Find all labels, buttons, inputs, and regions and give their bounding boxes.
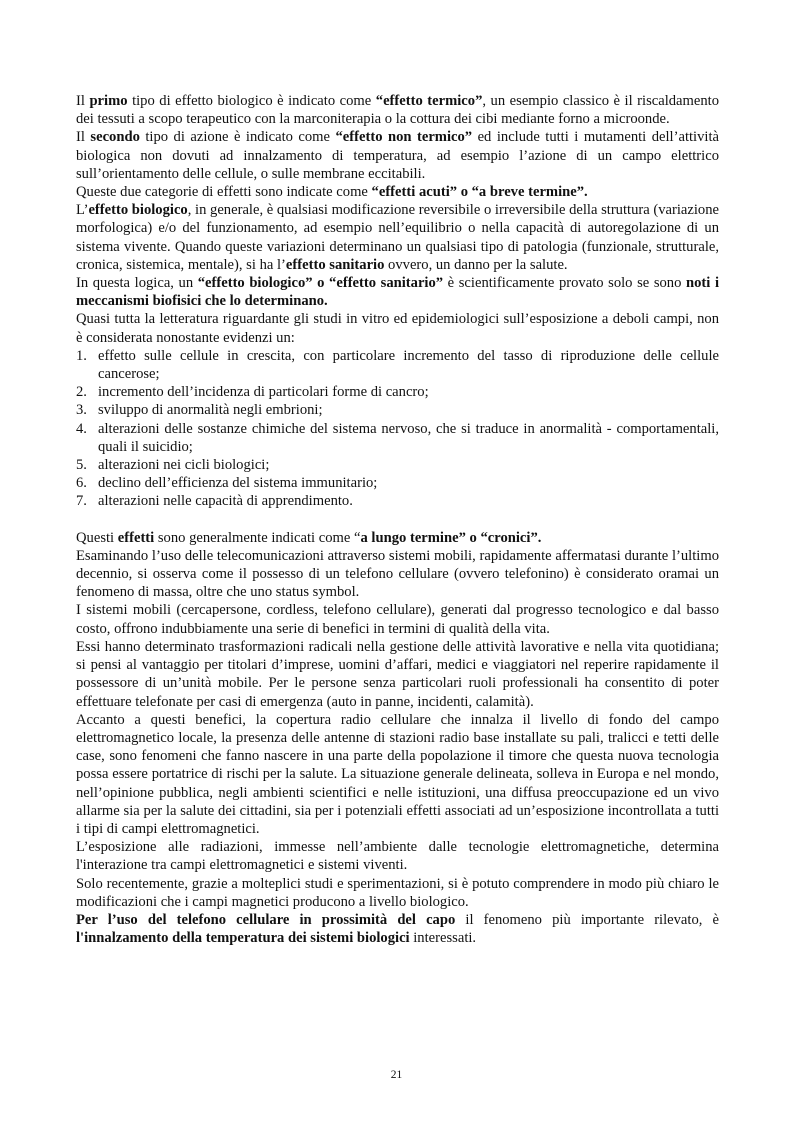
list-item-text: alterazioni nelle capacità di apprendimento. (98, 493, 353, 510)
paragraph (76, 128, 719, 183)
bold-text: effetto biologico (88, 202, 188, 219)
text-run: L’esposizione alle radiazioni, immesse nell’ambiente dalle tecnologie elettromagnetiche, determina l'interazione tra campi elettromagnetici e sistemi viventi. (76, 839, 719, 874)
list-item-text: declino dell’efficienza del sistema immunitario; (98, 475, 378, 492)
bold-text: “effetto termico” (375, 93, 483, 109)
list-item (76, 420, 719, 456)
text-run: Queste due categorie di effetti sono indicate come (76, 184, 372, 201)
bold-text: “effetto non termico” (335, 129, 473, 146)
text-run: Esaminando l’uso delle telecomunicazioni attraverso sistemi mobili, rapidamente affermatasi durante l’ultimo decennio, si osserva come il possesso di un telefono cellulare (ovvero telefonino) è considerato oramai un fenomeno di massa, oltre che uno status symbol. (76, 547, 719, 601)
paragraph (76, 638, 719, 711)
list-item-number: 1. (76, 347, 87, 364)
paragraph (76, 711, 719, 838)
text-run: Il (76, 129, 91, 146)
paragraph (76, 274, 719, 310)
paragraph (76, 201, 719, 274)
text-run: Accanto a questi benefici, la copertura radio cellulare che innalza il livello di fondo del campo elettromagnetico locale, la presenza delle antenne di stazioni radio base installate su pali, tralicci e tetti delle case, sono fenomeni che fanno nascere in una parte della popolazione il timore che questa nuova tecnologia possa essere portatrice di rischi per la salute. La situazione generale delineata, solleva in Europa e nel mondo, nell’opinione pubblica, negli ambienti scientifici e nelle istituzioni, una diffusa preoccupazione ed un vivo allarme sia per la salute dei cittadini, sia per i potenziali effetti associati ad un’esposizione incontrollata a tutti i tipi di campi elettromagnetici. (76, 711, 719, 837)
text-run: Il (76, 93, 90, 109)
text-run: Solo recentemente, grazie a molteplici studi e sperimentazioni, si è potuto comprendere in modo più chiaro le modificazioni che i campi magnetici producono a livello biologico. (76, 875, 719, 910)
bold-text: effetti (117, 529, 155, 546)
paragraph (76, 529, 719, 547)
bold-text: effetto sanitario (285, 256, 385, 273)
list-item-text: incremento dell’incidenza di particolari forme di cancro; (98, 384, 429, 401)
paragraph (76, 183, 719, 201)
text-run: In questa logica, un (76, 275, 198, 292)
list-item-number: 3. (76, 402, 87, 419)
text-run: Essi hanno determinato trasformazioni radicali nella gestione delle attività lavorative e nella vita quotidiana; si pensi al vantaggio per titolari d’imprese, uomini d’affari, medici e viaggiatori nel reperire rapidamente il possessore di un’unità mobile. Per le persone senza particolari ruoli professionali ha consentito di poter effettuare telefonate per casi di emergenza (auto in panne, incidenti, calamità). (76, 638, 719, 710)
text-run: interessati. (409, 930, 477, 947)
effects-list (76, 347, 719, 511)
text-run: il fenomeno più importante rilevato, è (455, 911, 720, 928)
list-item-text: alterazioni delle sostanze chimiche del sistema nervoso, che si traduce in anormalità - comportamentali, quali il suicidio; (98, 420, 719, 455)
list-item-number: 7. (76, 493, 87, 510)
text-run: Questi (76, 529, 118, 546)
text-run: sono generalmente indicati come “ (154, 529, 361, 546)
list-item-number: 4. (76, 420, 87, 437)
list-item (76, 401, 719, 419)
bold-text: Per l’uso del telefono cellulare in prossimità del capo (76, 911, 456, 928)
section-gap (76, 511, 719, 529)
list-item-number: 2. (76, 384, 87, 401)
bold-text: secondo (90, 129, 140, 146)
list-item-text: sviluppo di anormalità negli embrioni; (98, 402, 323, 419)
paragraph (76, 875, 719, 911)
text-run: tipo di azione è indicato come (139, 129, 336, 146)
paragraph (76, 838, 719, 874)
page-number: 21 (390, 1069, 403, 1081)
text-run: ovvero, un danno per la salute. (384, 256, 568, 273)
bold-text: a lungo termine” o “cronici”. (360, 529, 542, 546)
bold-text: noti i meccanismi biofisici che lo determinano. (76, 275, 719, 310)
list-item (76, 383, 719, 401)
text-run: , un esempio classico è il riscaldamento dei tessuti a scopo terapeutico con la marconiterapia o la cottura dei cibi mediante forno a microonde. (76, 93, 720, 128)
text-run: L’ (76, 202, 89, 219)
list-item (76, 347, 719, 383)
paragraph (76, 310, 719, 346)
bold-text: primo (89, 93, 128, 109)
list-item-text: alterazioni nei cicli biologici; (98, 457, 270, 474)
text-run: , in generale, è qualsiasi modificazione reversibile o irreversibile della struttura (variazione morfologica) e/o del funzionamento, ad esempio nell’equilibrio o nella capacità di autoregolazione di un sistema vivente. Quando queste variazioni determinano un qualsiasi tipo di patologia (funzionale, strutturale, cronica, sistemica, mentale), si ha l’ (76, 202, 719, 273)
text-run: è scientificamente provato solo se sono (443, 275, 687, 292)
list-item (76, 474, 719, 492)
text-run: ed include tutti i mutamenti dell’attività biologica non dovuti ad innalzamento di temperatura, ad esempio l’azione di un campo elettrico sull’orientamento delle cellule, o sulle membrane eccitabili. (76, 129, 719, 182)
text-run: Quasi tutta la letteratura riguardante gli studi in vitro ed epidemiologici sull’esposizione a deboli campi, non è considerata nonostante evidenzi un: (76, 311, 719, 346)
text-run: tipo di effetto biologico è indicato come (127, 93, 376, 109)
list-item-number: 5. (76, 457, 87, 474)
bottom-paragraphs (76, 529, 719, 948)
list-item (76, 456, 719, 474)
bold-text: l'innalzamento della temperatura dei sistemi biologici (76, 930, 410, 947)
text-run: I sistemi mobili (cercapersone, cordless, telefono cellulare), generati dal progresso tecnologico e dal basso costo, offrono indubbiamente una serie di benefici in termini di qualità della vita. (76, 602, 719, 637)
list-item (76, 492, 719, 510)
list-item-number: 6. (76, 475, 87, 492)
paragraph (76, 547, 719, 602)
paragraph (76, 92, 719, 128)
paragraph (76, 911, 719, 947)
bold-text: “effetti acuti” o “a breve termine”. (371, 184, 588, 201)
bold-text: “effetto biologico” o “effetto sanitario” (197, 275, 444, 292)
top-paragraphs (76, 92, 719, 347)
paragraph (76, 601, 719, 637)
list-item-text: effetto sulle cellule in crescita, con particolare incremento del tasso di riproduzione delle cellule cancerose; (98, 347, 719, 383)
